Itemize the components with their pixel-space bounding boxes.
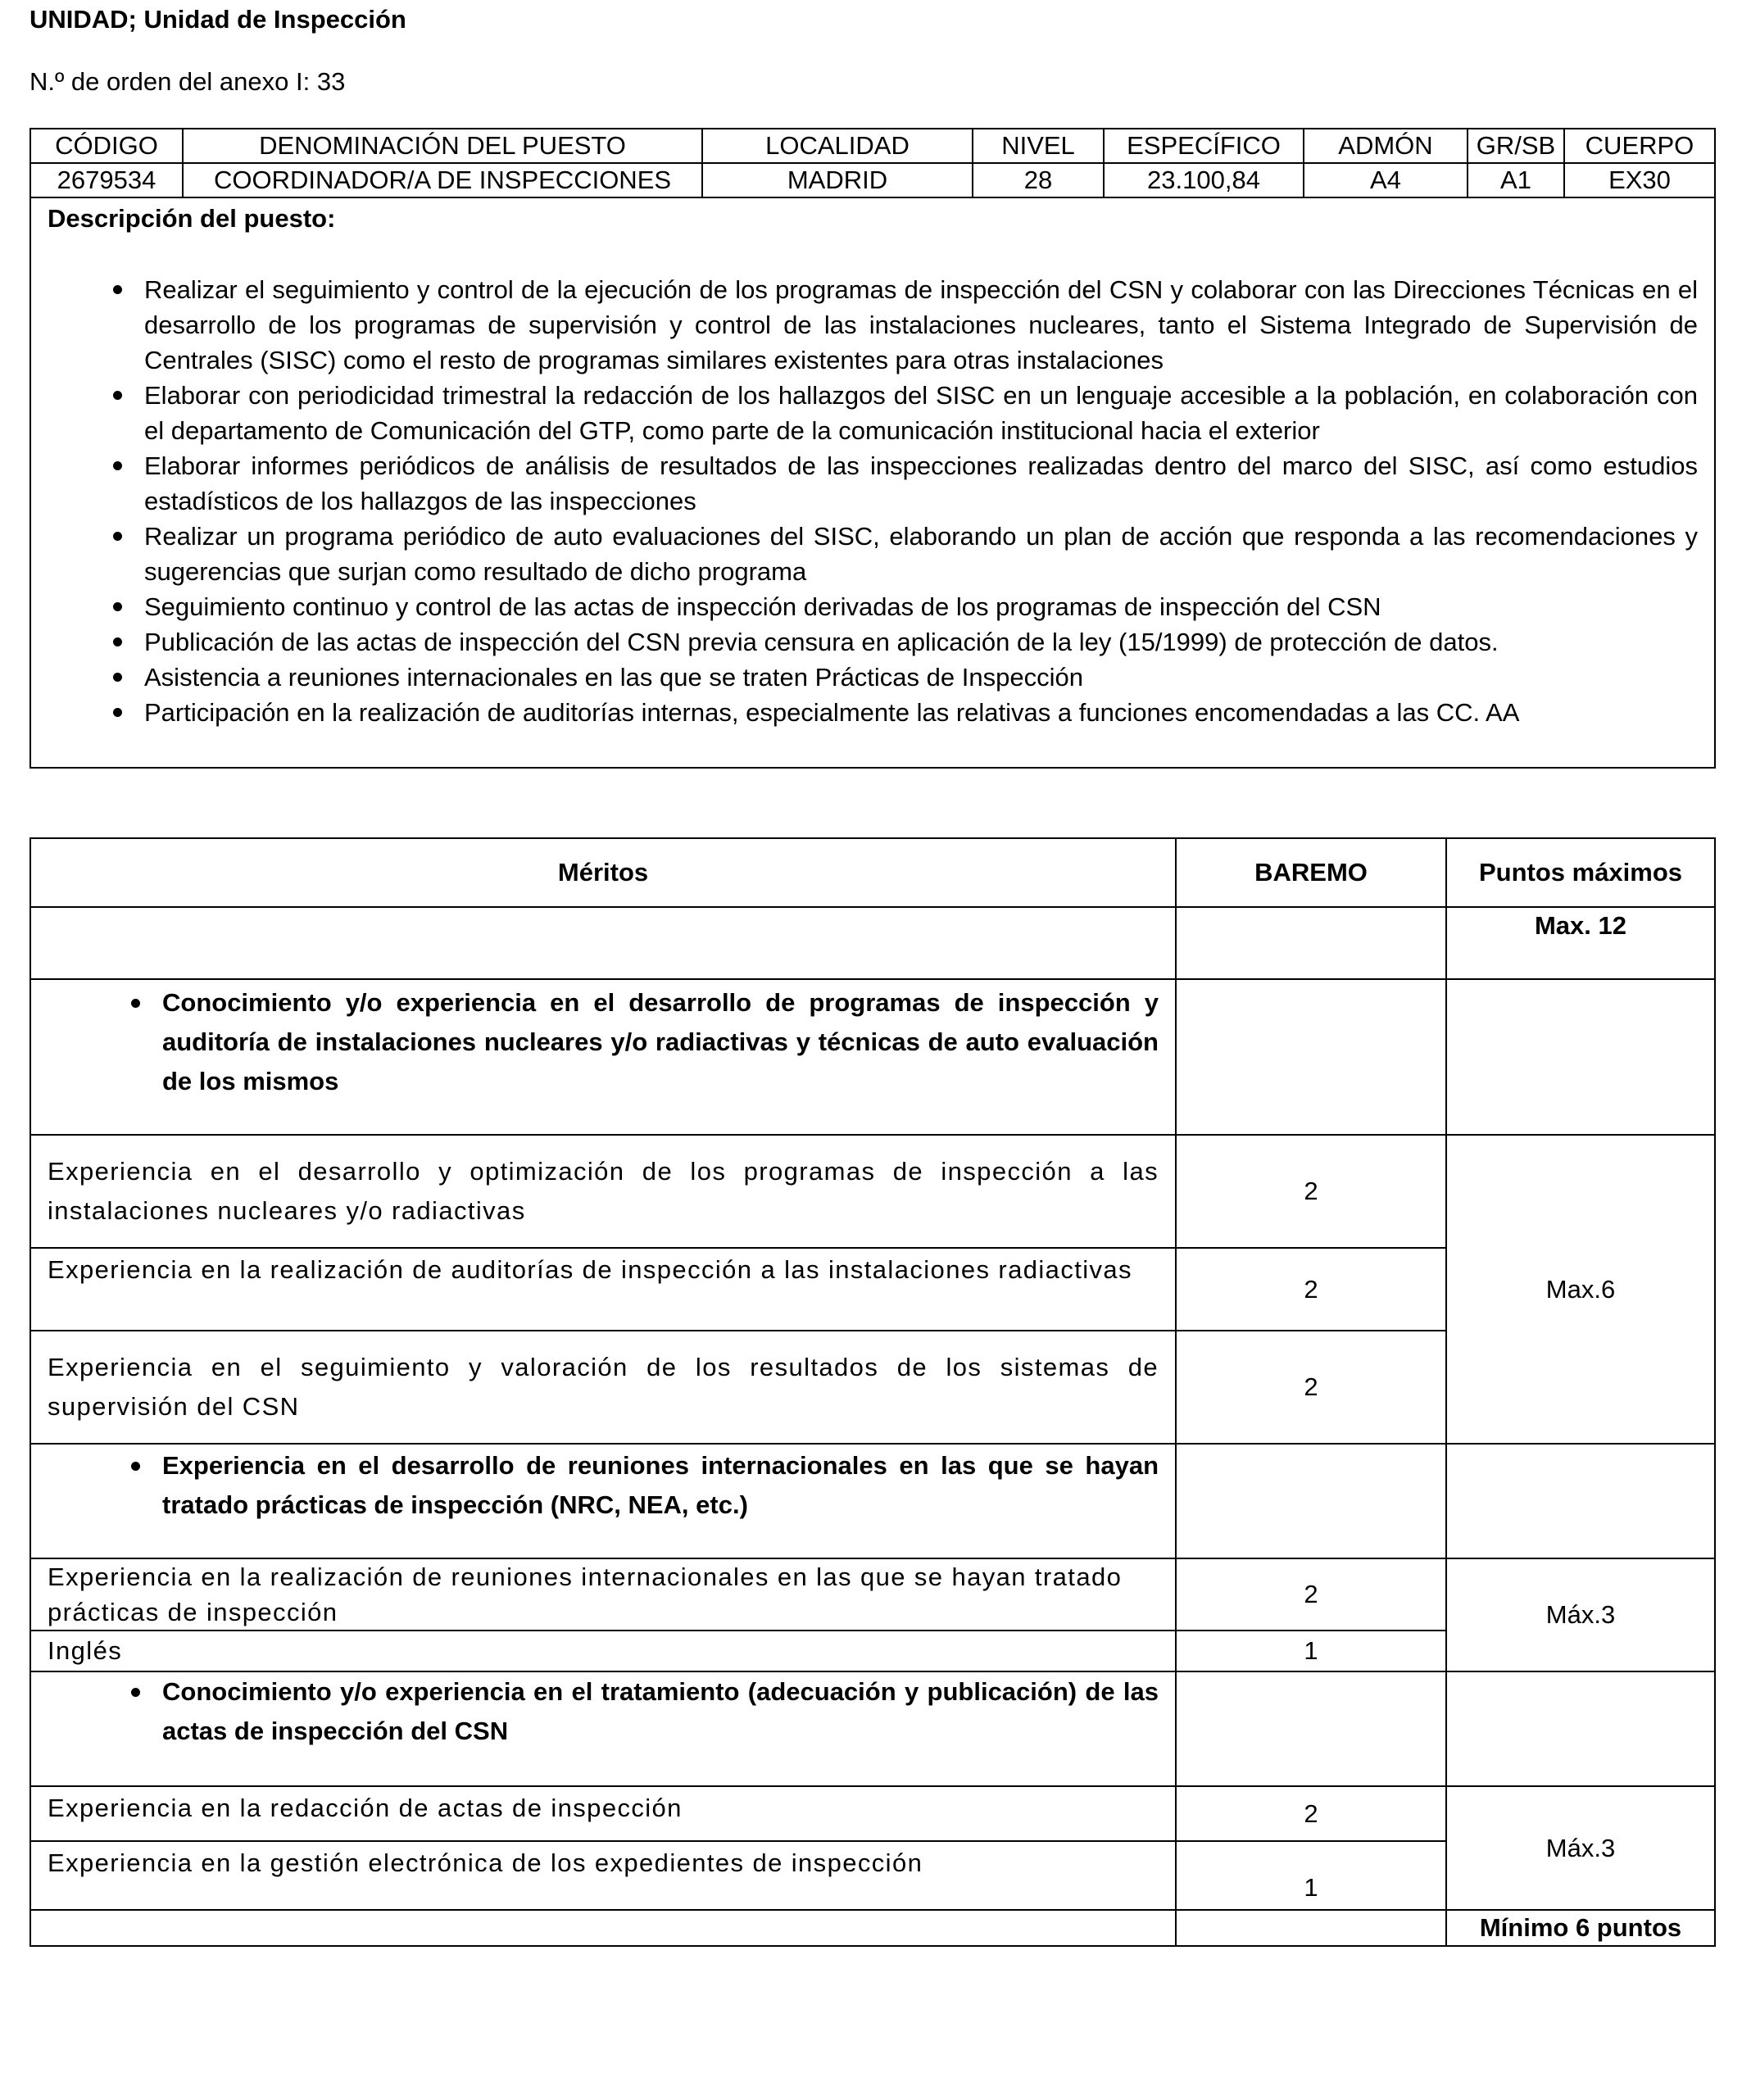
unit-heading: UNIDAD; Unidad de Inspección (29, 5, 406, 34)
merit-item-points: 2 (1176, 1248, 1446, 1331)
merit-item-points: 2 (1176, 1786, 1446, 1841)
cell-grsb: A1 (1468, 163, 1564, 197)
empty-cell (1176, 979, 1446, 1135)
section-3-row (30, 1671, 1715, 1786)
empty-cell (30, 907, 1176, 979)
merit-item-points: 1 (1176, 1631, 1446, 1671)
empty-cell (30, 1910, 1176, 1946)
cell-admon: A4 (1304, 163, 1468, 197)
duty-item (48, 624, 1698, 660)
duties-list (48, 272, 1698, 730)
section-3-title-wrap (31, 1672, 1159, 1751)
duty-text: Realizar un programa periódico de auto evaluaciones del SISC, elaborando un plan de acción que responda a las recomendaciones y sugerencias que surjan como resultado de dicho programa (144, 522, 1698, 586)
merit-item-text: Experiencia en el desarrollo y optimización de los programas de inspección a las instalaciones nucleares y/o radiactivas (30, 1135, 1176, 1248)
section-2-max: Máx.3 (1446, 1558, 1715, 1671)
overall-max: Max. 12 (1446, 907, 1715, 979)
bullet-icon (113, 391, 122, 400)
post-data-row (30, 163, 1715, 197)
section-3-max: Máx.3 (1446, 1786, 1715, 1910)
duty-text: Participación en la realización de auditorías internas, especialmente las relativas a funciones encomendadas a las CC. AA (144, 698, 1520, 727)
cell-localidad: MADRID (702, 163, 973, 197)
cell-denominacion: COORDINADOR/A DE INSPECCIONES (183, 163, 702, 197)
overall-max-row (30, 907, 1715, 979)
minimum-points: Mínimo 6 puntos (1446, 1910, 1715, 1946)
post-table (29, 128, 1716, 769)
duty-text: Asistencia a reuniones internacionales en las que se traten Prácticas de Inspección (144, 663, 1083, 692)
duty-item (48, 272, 1698, 378)
merit-item-points: 1 (1176, 1841, 1446, 1910)
merit-row (30, 1786, 1715, 1841)
empty-cell (1446, 1671, 1715, 1786)
merits-table (29, 837, 1716, 1947)
merit-item-text: Inglés (30, 1631, 1176, 1671)
section-1-title: Conocimiento y/o experiencia en el desarrollo de programas de inspección y auditoría de instalaciones nucleares y/o radiactivas y técnicas de auto evaluación de los mismos (162, 988, 1159, 1095)
duty-text: Seguimiento continuo y control de las actas de inspección derivadas de los programas de inspección del CSN (144, 592, 1381, 621)
duty-item (48, 448, 1698, 519)
bullet-icon (131, 1688, 140, 1697)
empty-cell (1176, 1444, 1446, 1558)
empty-cell (1446, 979, 1715, 1135)
merit-item-text: Experiencia en la realización de reuniones internacionales en las que se hayan tratado prácticas de inspección (30, 1558, 1176, 1631)
merit-item-text: Experiencia en la realización de auditorías de inspección a las instalaciones radiactivas (30, 1248, 1176, 1331)
section-1-row (30, 979, 1715, 1135)
header-admon: ADMÓN (1304, 129, 1468, 163)
section-2-title: Experiencia en el desarrollo de reuniones internacionales en las que se hayan tratado prácticas de inspección (NRC, NEA, etc.) (162, 1451, 1159, 1519)
duty-item (48, 519, 1698, 589)
merit-item-text: Experiencia en la gestión electrónica de los expedientes de inspección (30, 1841, 1176, 1910)
merit-row (30, 1558, 1715, 1631)
bullet-icon (131, 1462, 140, 1471)
section-2-cell (30, 1444, 1176, 1558)
section-3-cell (30, 1671, 1176, 1786)
description-cell (30, 197, 1715, 768)
empty-cell (1446, 1444, 1715, 1558)
cell-nivel: 28 (973, 163, 1104, 197)
header-puntos-maximos: Puntos máximos (1446, 838, 1715, 907)
cell-especifico: 23.100,84 (1104, 163, 1304, 197)
header-nivel: NIVEL (973, 129, 1104, 163)
section-1-title-wrap (31, 983, 1159, 1101)
section-1-max: Max.6 (1446, 1135, 1715, 1444)
cell-codigo: 2679534 (30, 163, 183, 197)
duty-text: Publicación de las actas de inspección del CSN previa censura en aplicación de la ley (15/1999) de protección de datos. (144, 628, 1499, 656)
merit-item-text: Experiencia en el seguimiento y valoración de los resultados de los sistemas de supervisión del CSN (30, 1331, 1176, 1444)
description-title: Descripción del puesto: (48, 204, 336, 233)
merit-item-points: 2 (1176, 1558, 1446, 1631)
duty-text: Elaborar informes periódicos de análisis de resultados de las inspecciones realizadas dentro del marco del SISC, así como estudios estadísticos de los hallazgos de las inspecciones (144, 451, 1698, 515)
section-2-title-wrap (31, 1446, 1159, 1525)
header-meritos: Méritos (30, 838, 1176, 907)
header-localidad: LOCALIDAD (702, 129, 973, 163)
bullet-icon (113, 461, 122, 470)
empty-cell (1176, 1671, 1446, 1786)
section-3-title: Conocimiento y/o experiencia en el tratamiento (adecuación y publicación) de las actas de inspección del CSN (162, 1677, 1159, 1745)
bullet-icon (113, 285, 122, 294)
duty-text: Elaborar con periodicidad trimestral la redacción de los hallazgos del SISC en un lenguaje accesible a la población, en colaboración con el departamento de Comunicación del GTP, como parte de la comunicación institucional hacia el exterior (144, 381, 1698, 445)
duty-item (48, 695, 1698, 730)
bullet-icon (113, 637, 122, 646)
merit-item-points: 2 (1176, 1135, 1446, 1248)
bullet-icon (131, 999, 140, 1008)
empty-cell (1176, 907, 1446, 979)
header-codigo: CÓDIGO (30, 129, 183, 163)
cell-cuerpo: EX30 (1564, 163, 1715, 197)
merit-item-text: Experiencia en la redacción de actas de inspección (30, 1786, 1176, 1841)
header-especifico: ESPECÍFICO (1104, 129, 1304, 163)
bullet-icon (113, 673, 122, 682)
merit-row (30, 1135, 1715, 1248)
header-cuerpo: CUERPO (1564, 129, 1715, 163)
bullet-icon (113, 708, 122, 717)
section-2-row (30, 1444, 1715, 1558)
bullet-icon (113, 602, 122, 611)
duty-item (48, 378, 1698, 448)
post-header-row (30, 129, 1715, 163)
merits-header-row (30, 838, 1715, 907)
minimum-row (30, 1910, 1715, 1946)
section-1-cell (30, 979, 1176, 1135)
duty-item (48, 589, 1698, 624)
empty-cell (1176, 1910, 1446, 1946)
header-baremo: BAREMO (1176, 838, 1446, 907)
bullet-icon (113, 532, 122, 541)
duty-item (48, 660, 1698, 695)
annex-order-line: N.º de orden del anexo I: 33 (29, 67, 346, 96)
header-denominacion: DENOMINACIÓN DEL PUESTO (183, 129, 702, 163)
description-row (30, 197, 1715, 768)
header-grsb: GR/SB (1468, 129, 1564, 163)
merit-item-points: 2 (1176, 1331, 1446, 1444)
duty-text: Realizar el seguimiento y control de la ejecución de los programas de inspección del CSN y colaborar con las Direcciones Técnicas en el desarrollo de los programas de supervisión y control de las instalaciones nucleares, tanto el Sistema Integrado de Supervisión de Centrales (SISC) como el resto de programas similares existentes para otras instalaciones (144, 275, 1698, 374)
